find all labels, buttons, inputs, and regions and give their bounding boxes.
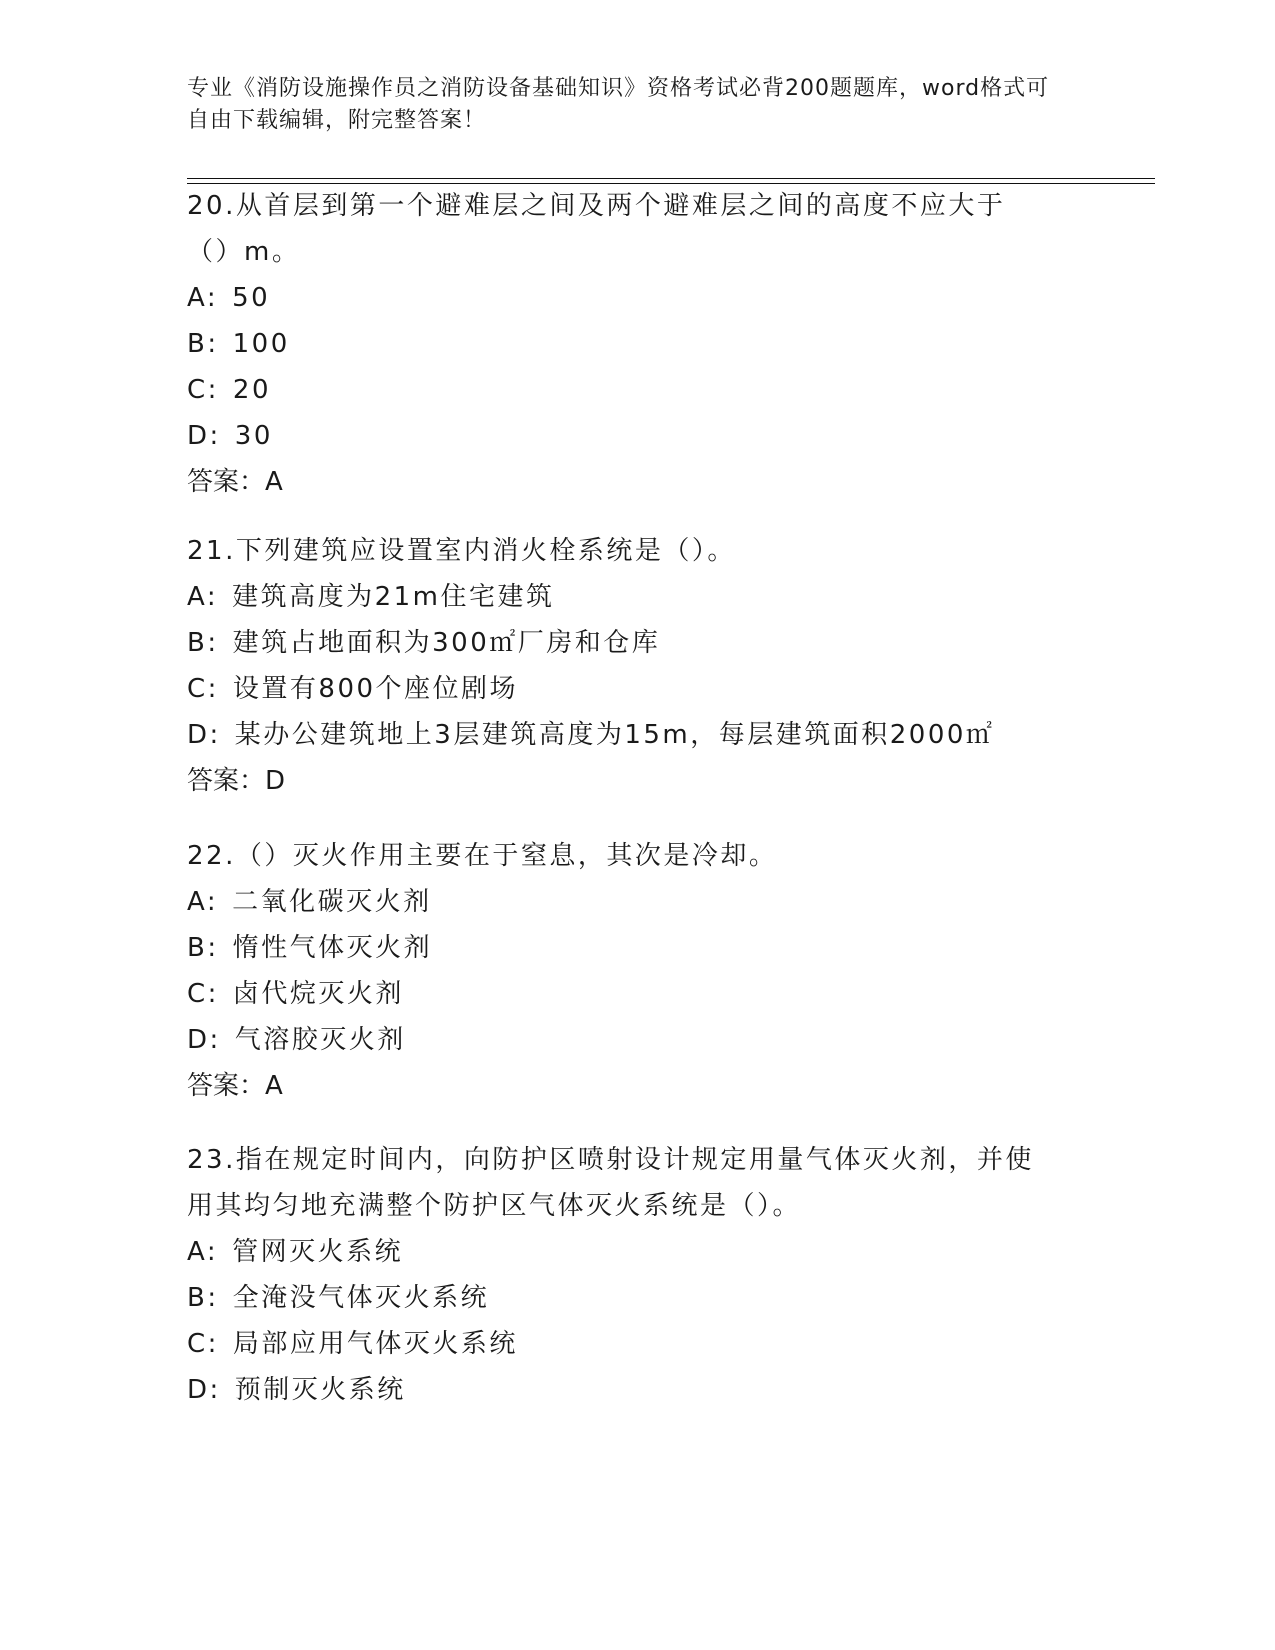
option-c bbox=[187, 367, 1037, 413]
option-a bbox=[187, 1229, 1057, 1275]
option-text: 全淹没气体灭火系统 bbox=[232, 1283, 490, 1313]
option-b bbox=[187, 321, 1037, 367]
option-text: 50 bbox=[232, 283, 271, 313]
option-text: 100 bbox=[232, 329, 290, 359]
option-key: D: bbox=[187, 421, 221, 451]
option-key: A: bbox=[187, 582, 219, 612]
question-21 bbox=[187, 528, 1087, 804]
option-key: C: bbox=[187, 1329, 219, 1359]
option-key: D: bbox=[187, 1375, 221, 1405]
answer-label: 答案：A bbox=[187, 467, 283, 497]
option-key: C: bbox=[187, 979, 219, 1009]
option-d bbox=[187, 1367, 1057, 1413]
question-stem: 20.从首层到第一个避难层之间及两个避难层之间的高度不应大于（）m。 bbox=[187, 191, 1006, 267]
question-20 bbox=[187, 183, 1037, 505]
option-b bbox=[187, 925, 1087, 971]
option-key: A: bbox=[187, 283, 219, 313]
option-key: A: bbox=[187, 1237, 219, 1267]
answer-label: 答案：A bbox=[187, 1071, 283, 1101]
option-b bbox=[187, 1275, 1057, 1321]
question-stem: 21.下列建筑应设置室内消火栓系统是（）。 bbox=[187, 536, 736, 566]
option-key: C: bbox=[187, 375, 219, 405]
option-text: 卤代烷灭火剂 bbox=[232, 979, 404, 1009]
option-text: 局部应用气体灭火系统 bbox=[232, 1329, 518, 1359]
option-d bbox=[187, 712, 1087, 758]
option-d bbox=[187, 1017, 1087, 1063]
option-text: 管网灭火系统 bbox=[232, 1237, 404, 1267]
option-text: 惰性气体灭火剂 bbox=[232, 933, 433, 963]
option-key: C: bbox=[187, 674, 219, 704]
option-c bbox=[187, 666, 1087, 712]
question-stem: 23.指在规定时间内，向防护区喷射设计规定用量气体灭火剂，并使用其均匀地充满整个防护区气体灭火系统是（）。 bbox=[187, 1145, 1034, 1221]
option-text: 设置有800个座位剧场 bbox=[232, 674, 519, 704]
answer-label: 答案：D bbox=[187, 766, 286, 796]
option-key: B: bbox=[187, 1283, 219, 1313]
option-key: D: bbox=[187, 1025, 221, 1055]
option-d bbox=[187, 413, 1037, 459]
option-key: B: bbox=[187, 329, 219, 359]
option-text: 二氧化碳灭火剂 bbox=[232, 887, 432, 917]
option-text: 预制灭火系统 bbox=[234, 1375, 406, 1405]
question-23 bbox=[187, 1137, 1057, 1413]
header-divider-top bbox=[187, 178, 1155, 179]
option-a bbox=[187, 879, 1087, 925]
question-stem: 22.（）灭火作用主要在于窒息，其次是冷却。 bbox=[187, 841, 778, 871]
option-text: 某办公建筑地上3层建筑高度为15m，每层建筑面积2000㎡ bbox=[234, 720, 995, 750]
option-text: 建筑占地面积为300㎡厂房和仓库 bbox=[232, 628, 661, 658]
option-key: A: bbox=[187, 887, 219, 917]
option-text: 20 bbox=[232, 375, 272, 405]
option-c bbox=[187, 1321, 1057, 1367]
option-b bbox=[187, 620, 1087, 666]
option-a bbox=[187, 275, 1037, 321]
question-22 bbox=[187, 833, 1087, 1109]
option-key: D: bbox=[187, 720, 221, 750]
option-a bbox=[187, 574, 1087, 620]
option-c bbox=[187, 971, 1087, 1017]
option-key: B: bbox=[187, 933, 219, 963]
option-text: 建筑高度为21m住宅建筑 bbox=[232, 582, 555, 612]
document-header: 专业《消防设施操作员之消防设备基础知识》资格考试必背200题题库，word格式可自由下载编辑，附完整答案！ bbox=[187, 76, 1050, 133]
option-key: B: bbox=[187, 628, 219, 658]
option-text: 气溶胶灭火剂 bbox=[234, 1025, 406, 1055]
option-text: 30 bbox=[234, 421, 273, 451]
